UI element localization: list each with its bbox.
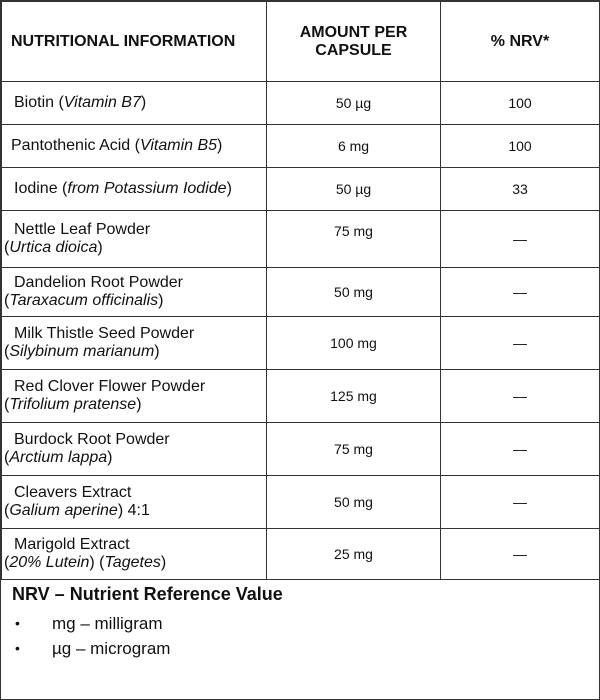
table-row [2, 529, 600, 580]
nutrition-table [1, 1, 600, 580]
nutrient-name: Dandelion Root Powder (Taraxacum officinalis) [2, 268, 267, 317]
table-row [2, 370, 600, 423]
bullet-icon: • [15, 615, 20, 631]
nrv-value: — [441, 529, 600, 580]
nutrient-name: Burdock Root Powder (Arctium lappa) [2, 423, 267, 476]
amount-value: 75 mg [267, 211, 441, 268]
table-row [2, 82, 600, 125]
nrv-legend-title: NRV – Nutrient Reference Value [12, 584, 283, 604]
nrv-value: 100 [441, 125, 600, 168]
nrv-value: — [441, 211, 600, 268]
amount-value: 50 µg [267, 82, 441, 125]
nrv-value: 33 [441, 168, 600, 211]
header-amount-per-capsule: AMOUNT PER CAPSULE [267, 2, 441, 82]
nutrient-name: Cleavers Extract (Galium aperine) 4:1 [2, 476, 267, 529]
amount-value: 25 mg [267, 529, 441, 580]
nrv-value: — [441, 317, 600, 370]
amount-value: 125 mg [267, 370, 441, 423]
amount-value: 100 mg [267, 317, 441, 370]
nutrient-name: Iodine (from Potassium Iodide) [2, 168, 267, 211]
nrv-value: 100 [441, 82, 600, 125]
list-item: • µg – microgram [1, 636, 599, 661]
list-item: • mg – milligram [1, 611, 599, 636]
table-row [2, 168, 600, 211]
unit-list [1, 611, 599, 661]
nutrient-name: Pantothenic Acid (Vitamin B5) [2, 125, 267, 168]
amount-value: 50 µg [267, 168, 441, 211]
bullet-icon: • [15, 640, 20, 656]
table-row [2, 423, 600, 476]
nrv-value: — [441, 268, 600, 317]
amount-value: 50 mg [267, 476, 441, 529]
header-nutritional-information: NUTRITIONAL INFORMATION [2, 2, 267, 82]
amount-value: 6 mg [267, 125, 441, 168]
nrv-value: — [441, 423, 600, 476]
nutrient-name: Biotin (Vitamin B7) [2, 82, 267, 125]
nutrient-name: Nettle Leaf Powder (Urtica dioica) [2, 211, 267, 268]
table-row [2, 125, 600, 168]
amount-value: 75 mg [267, 423, 441, 476]
header-row [2, 2, 600, 82]
header-nrv: % NRV* [441, 2, 600, 82]
table-row [2, 211, 600, 268]
nrv-value: — [441, 476, 600, 529]
table-row [2, 268, 600, 317]
amount-value: 50 mg [267, 268, 441, 317]
table-row [2, 317, 600, 370]
nutrient-name: Red Clover Flower Powder (Trifolium pratense) [2, 370, 267, 423]
table-row [2, 476, 600, 529]
nrv-value: — [441, 370, 600, 423]
nutrient-name: Milk Thistle Seed Powder (Silybinum marianum) [2, 317, 267, 370]
nutrient-name: Marigold Extract (20% Lutein) (Tagetes) [2, 529, 267, 580]
nrv-legend [1, 580, 599, 661]
